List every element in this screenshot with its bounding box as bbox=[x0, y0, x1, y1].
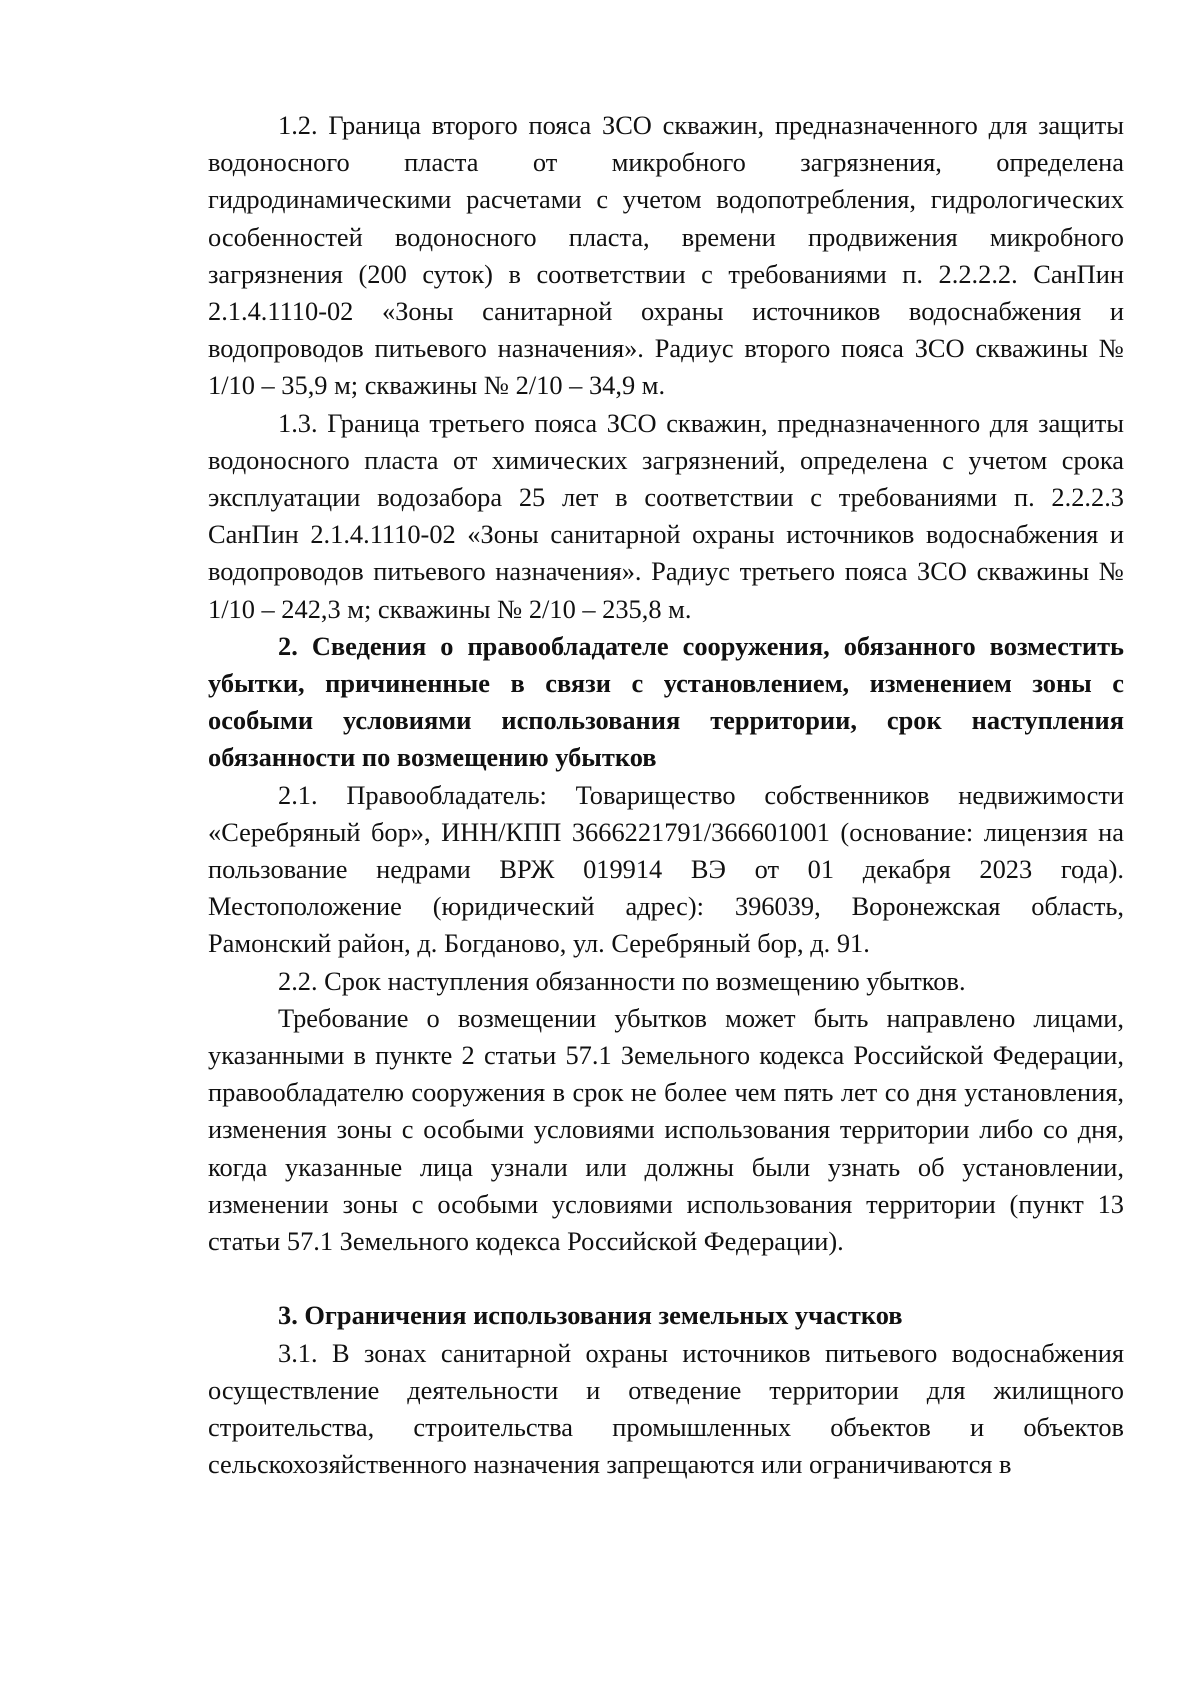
paragraph-2-2-text: Требование о возмещении убытков может быть направлено лицами, указанными в пункте 2 статьи 57.1 Земельного кодекса Российской Федерации, правообладателю сооружения в срок не более чем пять лет со дня установления, изменения зоны с особыми условиями использования территории либо со дня, когда указанные лица узнали или должны были узнать об установлении, изменении зоны с особыми условиями использования территории (пункт 13 статьи 57.1 Земельного кодекса Российской Федерации). bbox=[208, 1002, 1124, 1257]
paragraph-1-3: 1.3. Граница третьего пояса ЗСО скважин, предназначенного для защиты водоносного пласта от химических загрязнений, определена с учетом срока эксплуатации водозабора 25 лет в соответствии с требованиями п. 2.2.2.3 СанПин 2.1.4.1110-02 «Зоны санитарной охраны источников водоснабжения и водопроводов питьевого назначения». Радиус третьего пояса ЗСО скважины № 1/10 – 242,3 м; скважины № 2/10 – 235,8 м. bbox=[208, 407, 1124, 624]
section-3-heading: 3. Ограничения использования земельных участков bbox=[278, 1300, 903, 1331]
paragraph-1-2: 1.2. Граница второго пояса ЗСО скважин, предназначенного для защиты водоносного пласта от микробного загрязнения, определена гидродинамическими расчетами с учетом водопотребления, гидрологических особенностей водоносного пласта, времени продвижения микробного загрязнения (200 суток) в соответствии с требованиями п. 2.2.2.2. СанПин 2.1.4.1110-02 «Зоны санитарной охраны источников водоснабжения и водопроводов питьевого назначения». Радиус второго пояса ЗСО скважины № 1/10 – 35,9 м; скважины № 2/10 – 34,9 м. bbox=[208, 110, 1124, 401]
paragraph-2-1: 2.1. Правообладатель: Товарищество собственников недвижимости «Серебряный бор», ИНН/КПП 3666221791/366601001 (основание: лицензия на пользование недрами ВРЖ 019914 ВЭ от 01 декабря 2023 года). Местоположение (юридический адрес): 396039, Воронежская область, Рамонский район, д. Богданово, ул. Серебряный бор, д. 91. bbox=[208, 779, 1124, 959]
section-2-heading: 2. Сведения о правообладателе сооружения, обязанного возместить убытки, причиненные в связи с установлением, изменением зоны с особыми условиями использования территории, срок наступления обязанности по возмещению убытков bbox=[208, 630, 1124, 773]
paragraph-3-1: 3.1. В зонах санитарной охраны источников питьевого водоснабжения осуществление деятельности и отведение территории для жилищного строительства, строительства промышленных объектов и объектов сельскохозяйственного назначения запрещаются или ограничиваются в bbox=[208, 1337, 1124, 1480]
section-spacer bbox=[208, 1260, 1124, 1297]
paragraph-2-2: 2.2. Срок наступления обязанности по возмещению убытков. bbox=[278, 965, 966, 996]
document-page bbox=[208, 107, 1124, 1483]
